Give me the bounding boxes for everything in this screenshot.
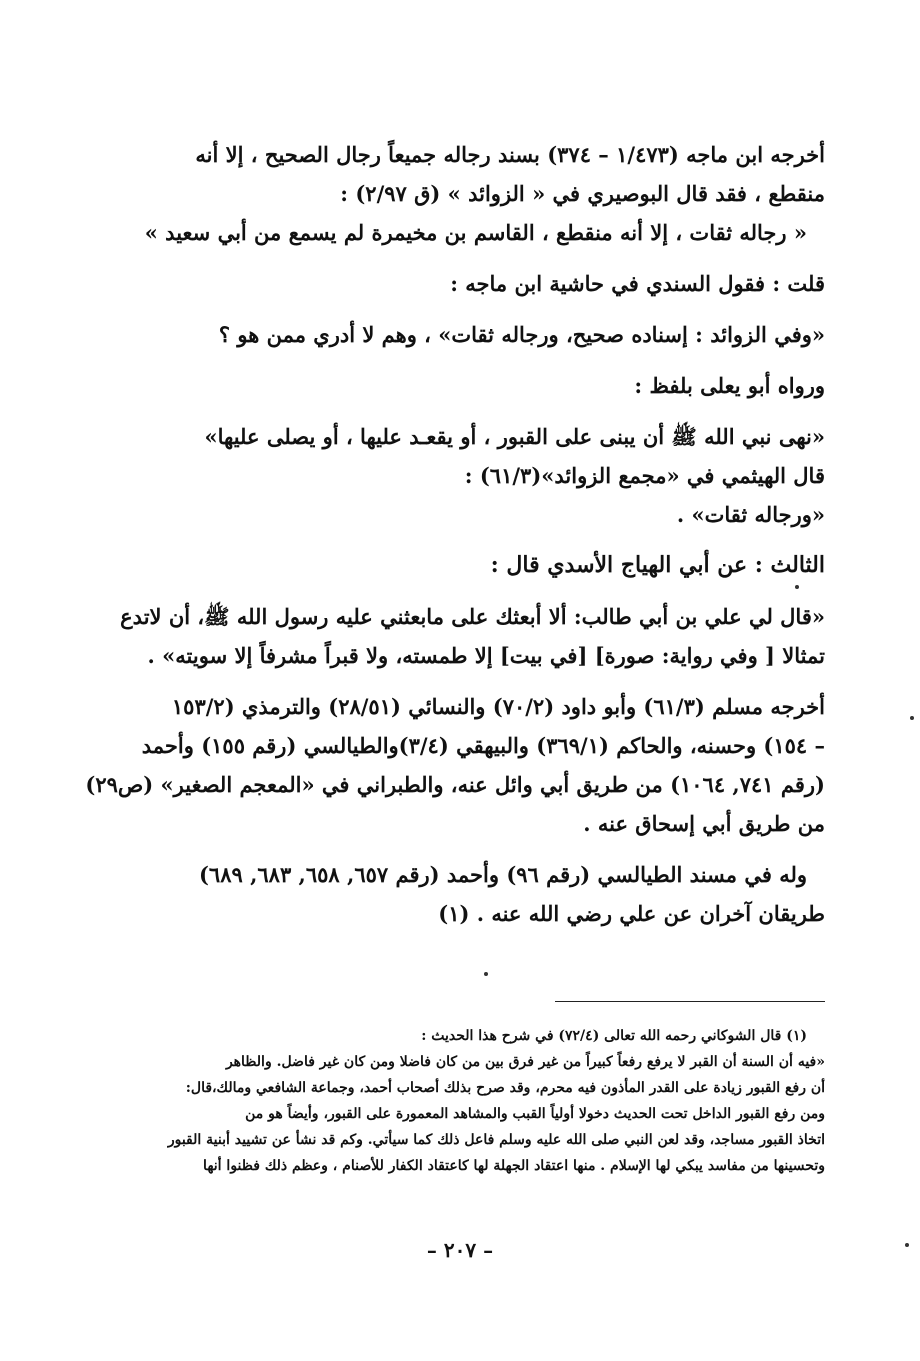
text-line-3: « رجاله ثقات ، إلا أنه منقطع ، القاسم بن مخيمرة لم يسمع من أبي سعيد »	[144, 220, 807, 245]
main-text	[85, 135, 825, 933]
page-number: – ٢٠٧ –	[426, 1238, 494, 1262]
footnote-line-5: اتخاذ القبور مساجد، وقد لعن النبي صلى الله عليه وسلم فاعل ذلك كما سيأتي. وكم قد نشأ عن تشييد أبنية القبور	[167, 1132, 825, 1148]
text-line-15: (رقم ٧٤١, ١٠٦٤) من طريق أبي وائل عنه، والطبراني في «المعجم الصغير» (ص٢٩)	[85, 772, 825, 797]
text-line-14: – ١٥٤) وحسنه، والحاكم (٣٦٩/١) والبيهقي (٣/٤)والطيالسي (رقم ١٥٥) وأحمد	[141, 733, 825, 758]
text-line-1: أخرجه ابن ماجه (١/٤٧٣ – ٣٧٤) بسند رجاله جميعاً رجال الصحيح ، إلا أنه	[195, 142, 825, 167]
text-line-16: من طريق أبي إسحاق عنه .	[583, 811, 825, 836]
text-line-9: «ورجاله ثقات» .	[676, 502, 825, 527]
text-line-7: «نهى نبي الله ﷺ أن يبنى على القبور ، أو يقعـد عليها ، أو يصلى عليها»	[204, 424, 825, 449]
section-heading: الثالث : عن أبي الهياج الأسدي قال :	[490, 552, 825, 578]
footnote-divider	[555, 1001, 825, 1002]
text-line-17: وله في مسند الطيالسي (رقم ٩٦) وأحمد (رقم ٦٥٧, ٦٥٨, ٦٨٣, ٦٨٩)	[198, 862, 807, 887]
scan-speck	[795, 585, 799, 589]
text-line-11: «قال لي علي بن أبي طالب: ألا أبعثك على مابعثني عليه رسول الله ﷺ، أن لاتدع	[120, 604, 825, 629]
scan-speck	[484, 972, 488, 976]
footnote-line-6: وتحسينها من مفاسد يبكي لها الإسلام . منها اعتقاد الجهلة لها كاعتقاد الكفار للأصنام ، وعظم ذلك فظنوا أنها	[203, 1158, 825, 1174]
footnotes	[105, 1023, 825, 1179]
scan-speck	[905, 1243, 909, 1247]
footnote-line-1: (١) قال الشوكاني رحمه الله تعالى (٧٢/٤) في شرح هذا الحديث :	[421, 1028, 807, 1044]
text-line-4: قلت : فقول السندي في حاشية ابن ماجه :	[450, 271, 825, 296]
footnote-line-2: «فيه أن السنة أن القبر لا يرفع رفعاً كبيراً من غير فرق بين من كان فاضلا ومن كان غير فاضل. والظاهر	[225, 1054, 825, 1070]
text-line-8: قال الهيثمي في «مجمع الزوائد»(٦١/٣) :	[464, 463, 825, 488]
text-line-6: ورواه أبو يعلى بلفظ :	[634, 373, 825, 398]
text-line-18: طريقان آخران عن علي رضي الله عنه . (١)	[438, 901, 825, 926]
text-line-13: أخرجه مسلم (٦١/٣) وأبو داود (٧٠/٢) والنسائي (٢٨/٥١) والترمذي (١٥٣/٢	[171, 694, 825, 719]
footnote-line-4: ومن رفع القبور الداخل تحت الحديث دخولا أولياً القبب والمشاهد المعمورة على القبور، وأيضاً هو من	[245, 1106, 825, 1122]
text-line-5: «وفي الزوائد : إسناده صحيح، ورجاله ثقات» ، وهم لا أدري ممن هو ؟	[218, 322, 825, 347]
text-line-12: تمثالا [ وفي رواية: صورة] [في بيت] إلا طمسته، ولا قبراً مشرفاً إلا سويته» .	[147, 643, 825, 668]
footnote-line-3: أن رفع القبور زيادة على القدر المأذون فيه محرم، وقد صرح بذلك أصحاب أحمد، وجماعة الشافعي ومالك،قال:	[185, 1080, 825, 1096]
text-line-2: منقطع ، فقد قال البوصيري في « الزوائد » (ق ٢/٩٧) :	[340, 181, 825, 206]
scan-speck	[910, 716, 914, 720]
